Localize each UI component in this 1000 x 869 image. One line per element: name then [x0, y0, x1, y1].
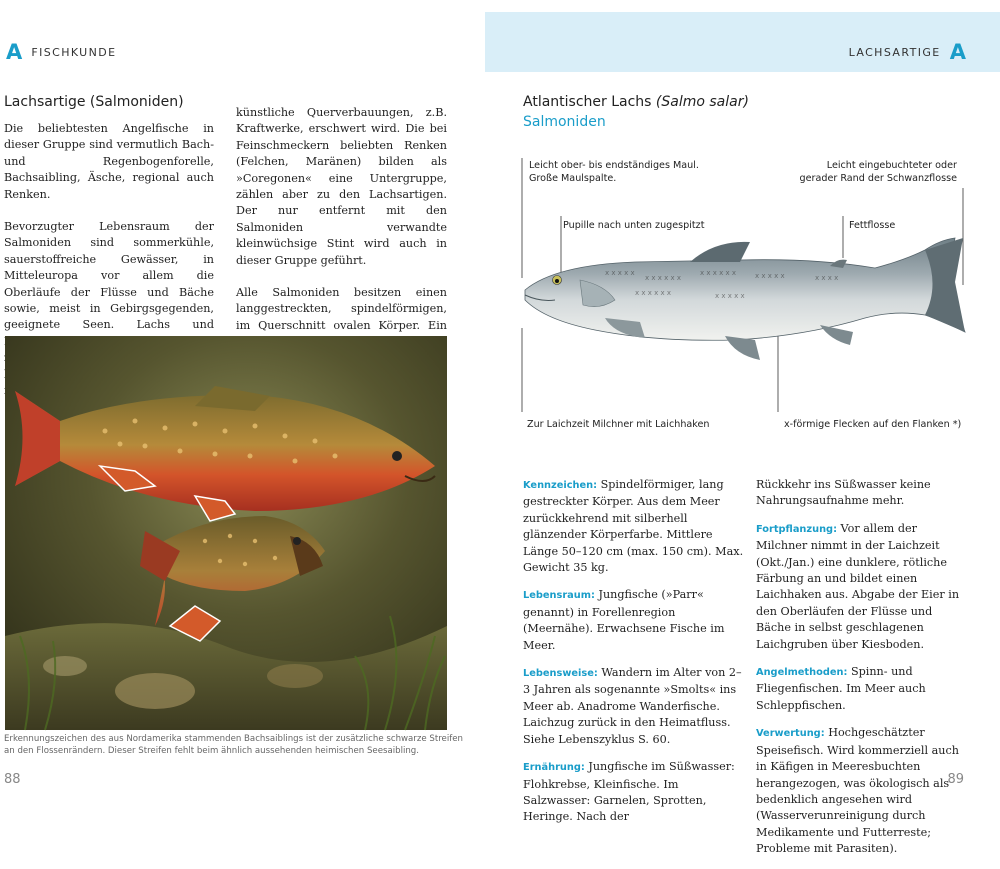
fact-entry	[523, 477, 745, 576]
annotation-mouth: Leicht ober- bis endständiges Maul. Große Maulspalte.	[529, 160, 699, 184]
annotation-tail: Leicht eingebuchteter oder gerader Rand der Schwanzflosse	[799, 160, 957, 184]
chapter-header	[849, 40, 966, 64]
fact-column-2	[756, 477, 968, 869]
fact-entry	[523, 587, 745, 654]
underwater-scene	[5, 336, 447, 730]
chapter-letter: A	[949, 40, 966, 64]
species-family: Salmoniden	[523, 114, 606, 130]
salmon-drawing	[485, 150, 1000, 440]
brook-trout-photo	[5, 336, 447, 730]
fact-label: Fortpflanzung:	[756, 523, 837, 535]
svg-text:x x x x x x: x x x x x x	[645, 274, 681, 282]
fact-text: Jungfische im Süßwasser: Flohkrebse, Kleinfische. Im Salzwasser: Garnelen, Sprotten, Heringe. Nach der	[523, 760, 735, 824]
fact-text: Spinn- und Fliegenfischen. Im Meer auch Schleppfischen.	[756, 665, 926, 712]
svg-text:x x x x x x: x x x x x x	[700, 269, 736, 277]
page-number: 89	[947, 772, 964, 787]
paragraph: künstliche Querverbauungen, z.B. Kraftwerke, erschwert wird. Die bei Feinschmeckern beliebten Renken (Felchen, Maränen) bilden als »Coregonen« eine Untergruppe, zählen aber zu den Lachsartigen. Der nur entfernt mit den Salmoniden verwandte kleinwüchsige Stint wird auch in dieser Gruppe geführt.	[236, 106, 447, 267]
fact-label: Lebensweise:	[523, 668, 598, 680]
paragraph: Alle Salmoniden besitzen einen langgestreckten, spindelförmigen, im Querschnitt ovalen Körper. Ein	[236, 286, 447, 332]
salmon-illustration	[485, 150, 1000, 440]
fact-entry	[523, 759, 745, 826]
svg-text:x x x x x x: x x x x x x	[635, 289, 671, 297]
fact-text: Hochgeschätzter Speisefisch. Wird kommerziell auch in Käfigen in Meeresbuchten herangezogen, was ökologisch als bedenklich angesehen wird (Wasserverunreinigung durch Medikamente und Futterreste; Probleme mit Parasiten).	[756, 726, 959, 856]
fact-text: Wandern im Alter von 2–3 Jahren als sogenannte »Smolts« ins Meer ab. Anadrome Wanderfische. Laichzug zurück in den Heimatfluss. Siehe Lebenszyklus S. 60.	[523, 666, 742, 746]
paragraph: Bevorzugter Lebensraum der Salmoniden sind sommerkühle, sauerstoffreiche Gewässer, in Mitteleuropa vor allem die Oberläufe der Flüsse und Bäche sowie, meist in Gebirgsgegenden, geeignete Seen. Lachs und	[4, 220, 214, 332]
fact-label: Lebensraum:	[523, 590, 595, 602]
chapter-label: LACHSARTIGE	[848, 45, 941, 59]
fact-text: Vor allem der Milchner nimmt in der Laichzeit (Okt./Jan.) eine dunklere, rötliche Färbung an und bildet einen Laichhaken aus. Abgabe der Eier in den Oberläufen der Flüsse und Bäche in selbst geschlagenen Laichgruben über Kiesboden.	[756, 521, 960, 651]
svg-text:x x x x x: x x x x x	[755, 272, 785, 280]
svg-text:x x x x x: x x x x x	[605, 269, 635, 277]
fact-label: Verwertung:	[756, 728, 825, 740]
chapter-label: FISCHKUNDE	[31, 45, 117, 59]
svg-text:x x x x: x x x x	[815, 274, 839, 282]
fact-continuation: Rückkehr ins Süßwasser keine Nahrungsaufnahme mehr.	[756, 478, 931, 508]
fact-entry	[756, 664, 968, 714]
annotation-adipose-fin: Fettflosse	[849, 220, 896, 231]
chapter-letter: A	[6, 40, 23, 64]
fact-entry	[756, 725, 968, 857]
annotation-kype: Zur Laichzeit Milchner mit Laichhaken	[527, 419, 710, 430]
species-title	[523, 94, 749, 110]
photo-caption: Erkennungszeichen des aus Nordamerika stammenden Bachsaiblings ist der zusätzliche schwarze Streifen an den Flossenrändern. Dieser Streifen fehlt beim ähnlich aussehenden heimischen Seesaibling.	[4, 734, 463, 757]
fact-entry	[523, 665, 745, 748]
species-latin-name: (Salmo salar)	[655, 94, 749, 110]
fact-label: Kennzeichen:	[523, 480, 598, 491]
fact-label: Angelmethoden:	[756, 667, 848, 679]
fact-column-1	[523, 477, 745, 837]
annotation-spots: x-förmige Flecken auf den Flanken *)	[784, 419, 962, 430]
right-page	[485, 0, 1000, 856]
left-page	[0, 0, 485, 800]
salmon-fish	[525, 238, 965, 360]
fact-entry	[756, 521, 968, 653]
page-number: 88	[4, 772, 21, 787]
paragraph: Die beliebtesten Angelfische in dieser Gruppe sind vermutlich Bach- und Regenbogenforelle, Bachsaibling, Äsche, regional auch Renken.	[4, 122, 214, 201]
fact-label: Ernährung:	[523, 762, 585, 774]
annotation-pupil: Pupille nach unten zugespitzt	[563, 220, 705, 231]
fact-text: Spindelförmiger, lang gestreckter Körper. Aus dem Meer zurückkehrend mit silberhell glänzender Körperfarbe. Mittlere Länge 50–120 cm (max. 150 cm). Max. Gewicht 35 kg.	[523, 478, 744, 575]
svg-text:x x x x x: x x x x x	[715, 292, 745, 300]
section-title: Lachsartige (Salmoniden)	[4, 94, 184, 110]
species-common-name: Atlantischer Lachs	[523, 94, 652, 110]
chapter-header	[6, 40, 116, 64]
fact-text: Jungfische (»Parr« genannt) in Forellenregion (Meernähe). Erwachsene Fische im Meer.	[523, 588, 725, 652]
